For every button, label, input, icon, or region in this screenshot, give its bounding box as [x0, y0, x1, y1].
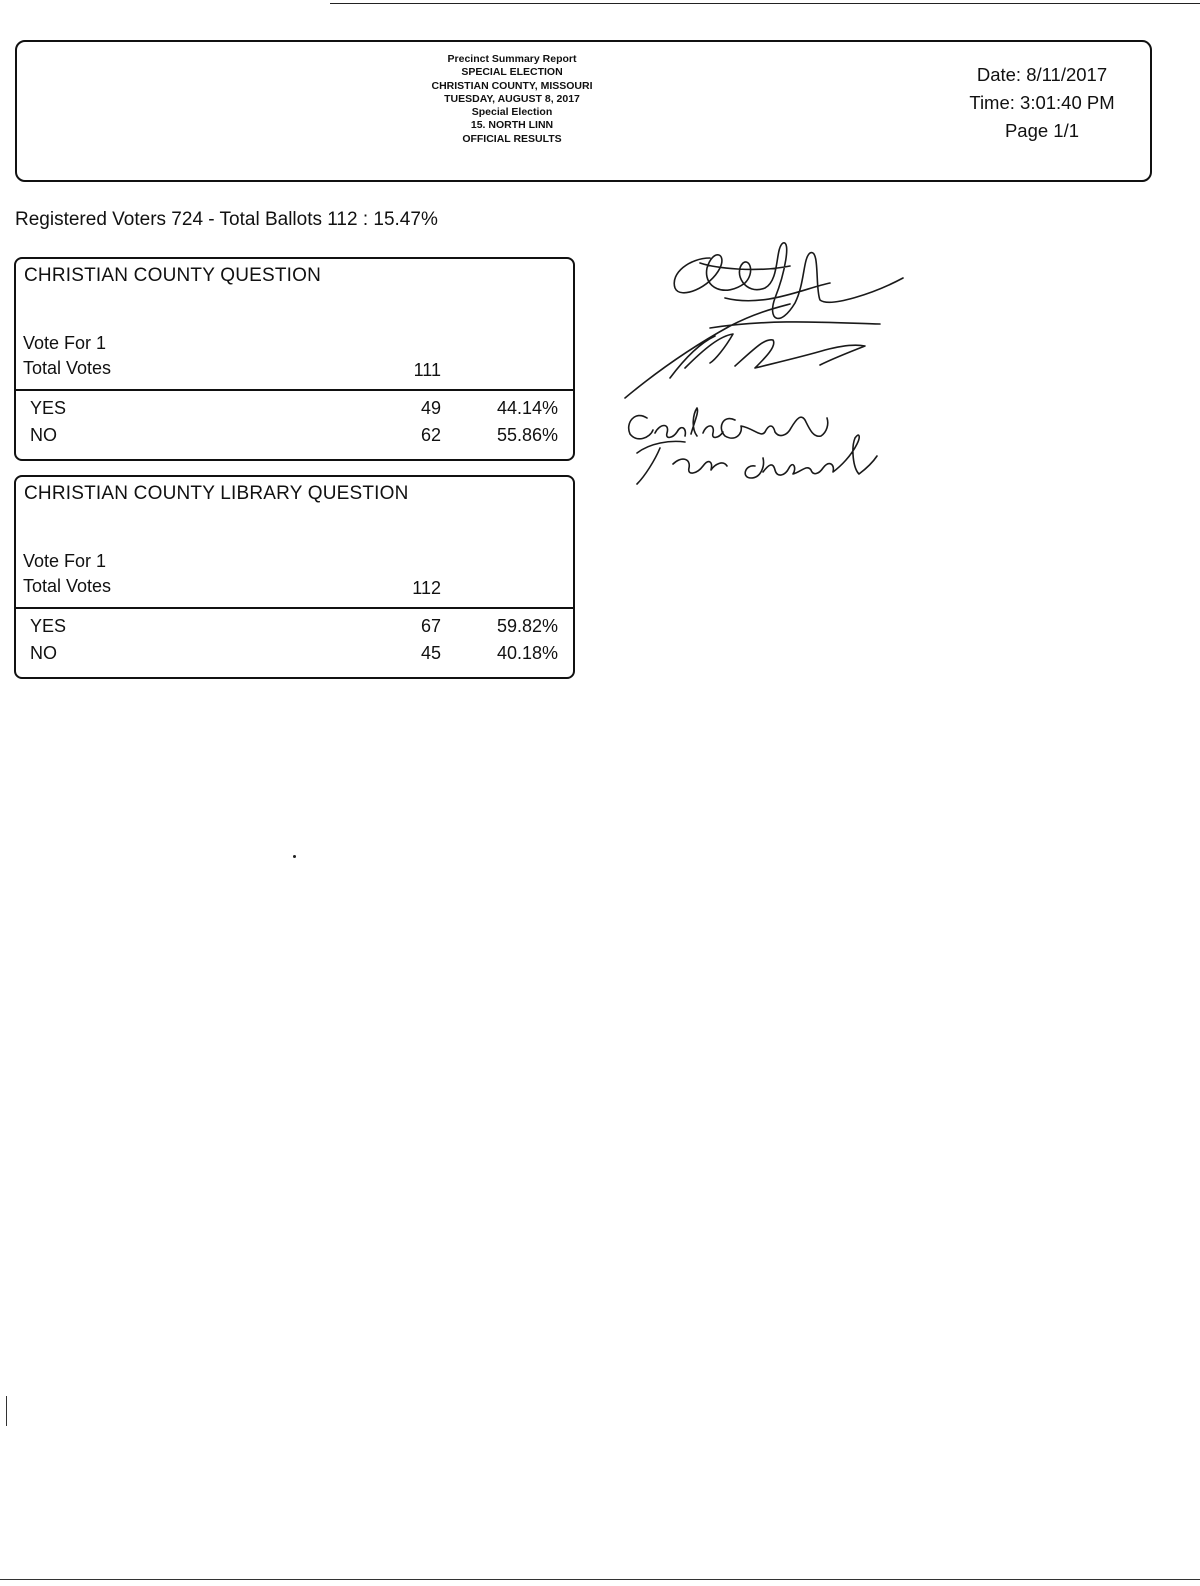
signature-2: [625, 304, 880, 398]
vote-for-label: Vote For 1: [23, 551, 107, 571]
report-header: [15, 40, 1152, 182]
choice-percent: 59.82%: [496, 616, 558, 636]
choice-label: NO: [30, 425, 57, 445]
contest-divider: [16, 607, 573, 609]
choice-votes: 67: [420, 616, 441, 636]
total-votes-label: Total Votes: [23, 358, 112, 378]
choice-percent: 40.18%: [496, 643, 558, 663]
election-name: Special Election: [471, 106, 553, 119]
report-meta: [942, 61, 1142, 145]
choice-label: NO: [30, 643, 57, 663]
choice-label: YES: [30, 398, 67, 418]
signature-4: [637, 435, 877, 484]
contest-divider: [16, 389, 573, 391]
report-time: Time: 3:01:40 PM: [969, 92, 1115, 113]
result-row: [16, 425, 573, 451]
signatures: [615, 228, 915, 498]
contest-county-question: [14, 257, 575, 461]
total-votes-label: Total Votes: [23, 576, 112, 596]
page-number: Page 1/1: [1004, 120, 1080, 141]
signature-3: [629, 408, 828, 439]
result-row: [16, 398, 573, 424]
total-votes-value: 111: [413, 360, 441, 380]
scan-bottom-rule: [0, 1579, 1200, 1580]
choice-votes: 45: [420, 643, 441, 663]
scan-left-mark: [6, 1396, 7, 1426]
precinct-name: 15. NORTH LINN: [470, 119, 554, 132]
scan-speck: [293, 855, 296, 858]
choice-label: YES: [30, 616, 67, 636]
election-date: TUESDAY, AUGUST 8, 2017: [444, 92, 580, 105]
scan-top-rule: [330, 3, 1200, 4]
signature-1: [674, 243, 903, 319]
report-title: Precinct Summary Report: [447, 53, 577, 65]
contest-library-question: [14, 475, 575, 679]
total-votes-value: 112: [412, 578, 441, 598]
result-row: [16, 643, 573, 669]
vote-for-label: Vote For 1: [23, 333, 107, 353]
contest-title: CHRISTIAN COUNTY LIBRARY QUESTION: [24, 483, 409, 504]
jurisdiction: CHRISTIAN COUNTY, MISSOURI: [431, 79, 593, 92]
choice-votes: 49: [420, 398, 441, 418]
report-header-center: [362, 53, 662, 146]
result-row: [16, 616, 573, 642]
choice-votes: 62: [420, 425, 441, 445]
turnout-summary: Registered Voters 724 - Total Ballots 112 : 15.47%: [15, 209, 438, 230]
results-status: OFFICIAL RESULTS: [462, 132, 562, 145]
choice-percent: 55.86%: [496, 425, 558, 445]
report-date: Date: 8/11/2017: [976, 64, 1108, 85]
choice-percent: 44.14%: [496, 398, 558, 418]
election-type: SPECIAL ELECTION: [461, 66, 563, 79]
contest-title: CHRISTIAN COUNTY QUESTION: [24, 265, 322, 286]
